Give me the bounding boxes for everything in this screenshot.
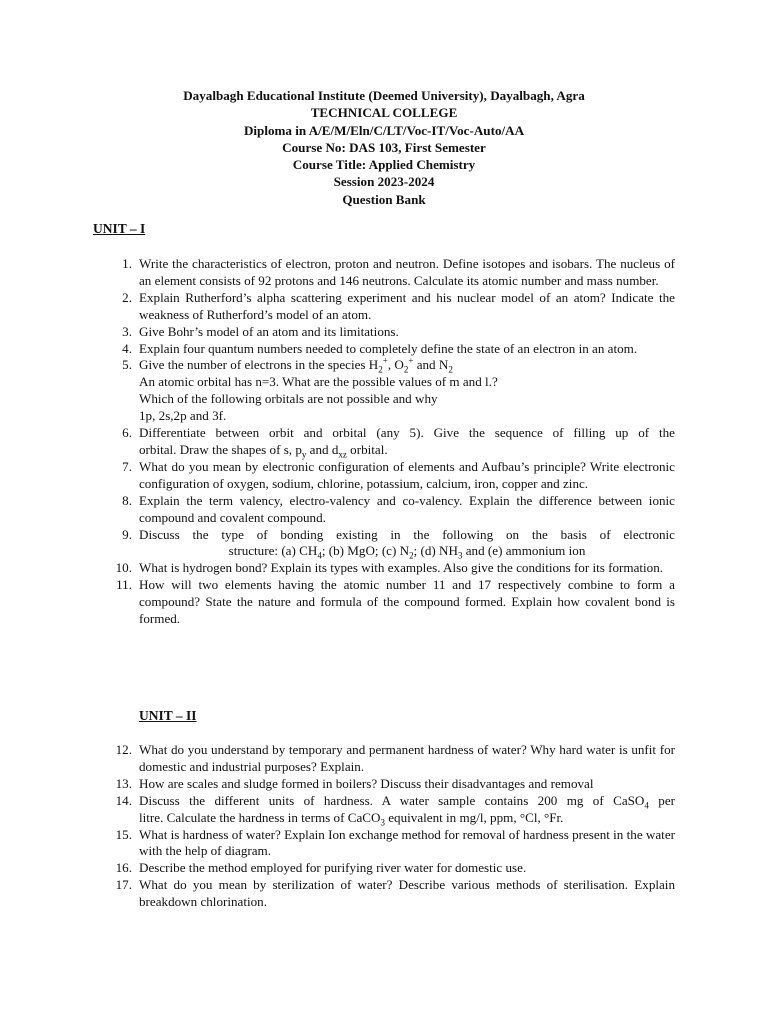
question-line: An atomic orbital has n=3. What are the possible values of m and l.? — [139, 374, 498, 390]
text-run: and (e) ammonium ion — [462, 543, 586, 559]
text-run: Give the number of electrons in the species H — [139, 357, 379, 373]
question-line: Which of the following orbitals are not possible and why — [139, 391, 438, 407]
question-number: 3. — [122, 323, 132, 339]
question-number: 17. — [115, 877, 132, 893]
unit-1-heading: UNIT – I — [93, 221, 146, 236]
question-text: Describe the method employed for purifying river water for domestic use. — [139, 860, 527, 876]
question-text — [139, 793, 675, 827]
subscript: 4 — [317, 551, 322, 562]
question-number: 15. — [115, 826, 132, 842]
subscript: 2 — [378, 365, 383, 376]
text-run: orbital. — [346, 441, 388, 457]
question-number: 8. — [122, 492, 132, 508]
question-text: What do you mean by electronic configuration of elements and Aufbau’s principle? Write electronic configuration of oxygen, sodium, chlorine, potassium, calcium, iron, copper and zinc. — [139, 458, 675, 491]
question-line: 1p, 2s,2p and 3f. — [139, 408, 227, 424]
subscript: y — [301, 449, 307, 460]
question-line — [139, 543, 675, 560]
question-8 — [112, 493, 675, 527]
document-header — [0, 87, 768, 208]
question-number: 11. — [116, 577, 132, 593]
question-5 — [112, 357, 675, 425]
question-4 — [112, 341, 675, 358]
question-12 — [112, 742, 675, 776]
question-line — [139, 810, 675, 827]
question-6 — [112, 425, 675, 459]
unit-2-heading: UNIT – II — [139, 708, 197, 723]
subscript: 2 — [409, 551, 414, 562]
question-text: Give Bohr’s model of an atom and its limitations. — [139, 323, 399, 339]
college-name: TECHNICAL COLLEGE — [310, 105, 458, 121]
session: Session 2023-2024 — [333, 174, 435, 190]
question-3 — [112, 324, 675, 341]
question-text: How are scales and sludge formed in boilers? Discuss their disadvantages and removal — [139, 775, 594, 791]
text-run: equivalent in mg/l, ppm, °Cl, °Fr. — [384, 809, 564, 825]
question-number: 1. — [122, 256, 132, 271]
question-text: Explain the term valency, electro-valency and co-valency. Explain the difference between ionic compound and covalent compound. — [139, 492, 675, 525]
question-text: What do you understand by temporary and permanent hardness of water? Why hard water is unfit for domestic and industrial purposes? Explain. — [139, 742, 675, 774]
superscript: + — [382, 356, 388, 367]
question-text: How will two elements having the atomic number 11 and 17 respectively combine to form a compound? State the nature and formula of the compound formed. Explain how covalent bond is formed. — [139, 577, 675, 627]
text-run: ; (b) MgO; (c) N — [321, 543, 410, 559]
subscript: 2 — [403, 365, 409, 376]
question-text: Explain Rutherford’s alpha scattering experiment and his nuclear model of an atom? Indicate the weakness of Rutherford’s model of an atom. — [139, 289, 675, 322]
text-run: Discuss the different units of hardness. A water sample contains 200 mg of CaSO — [139, 792, 645, 808]
question-number: 7. — [122, 458, 132, 474]
question-line — [139, 357, 675, 374]
question-text: Explain four quantum numbers needed to completely define the state of an electron in an atom. — [139, 340, 638, 356]
question-15 — [112, 827, 675, 861]
document-type: Question Bank — [342, 191, 426, 207]
subscript: 3 — [457, 551, 463, 562]
question-number: 4. — [122, 340, 132, 356]
question-number: 5. — [122, 357, 132, 373]
question-number: 6. — [122, 425, 132, 441]
text-run: ; (d) NH — [413, 543, 458, 559]
institute-name: Dayalbagh Educational Institute (Deemed University), Dayalbagh, Agra — [183, 88, 585, 103]
unit-2-question-list — [112, 742, 675, 911]
question-text — [139, 527, 675, 561]
question-text — [139, 425, 675, 459]
question-text: What do you mean by sterilization of water? Describe various methods of sterilisation. Explain breakdown chlorination. — [139, 877, 675, 910]
subscript: xz — [338, 449, 347, 460]
question-9 — [112, 527, 675, 561]
superscript: + — [408, 356, 414, 367]
text-run: per — [648, 792, 675, 808]
question-13 — [112, 776, 675, 793]
text-run: structure: (a) CH — [228, 543, 318, 559]
question-1 — [112, 256, 675, 290]
question-number: 16. — [115, 860, 132, 876]
text-run: and N — [413, 357, 449, 373]
question-line — [139, 442, 675, 459]
question-text: What is hydrogen bond? Explain its types with examples. Also give the conditions for its formation. — [139, 560, 664, 576]
question-number: 10. — [115, 560, 132, 576]
question-line: Discuss the type of bonding existing in the following on the basis of electronic — [139, 526, 675, 542]
unit-1-question-list — [112, 256, 675, 628]
course-title: Course Title: Applied Chemistry — [292, 157, 476, 173]
question-7 — [112, 459, 675, 493]
question-number: 13. — [115, 775, 132, 791]
question-number: 9. — [122, 526, 132, 542]
text-run: orbital. Draw the shapes of s, p — [139, 441, 302, 457]
question-16 — [112, 860, 675, 877]
question-line: Differentiate between orbit and orbital (any 5). Give the sequence of filling up of the — [139, 425, 675, 441]
question-text — [139, 357, 675, 425]
question-2 — [112, 290, 675, 324]
question-number: 14. — [115, 792, 132, 808]
subscript: 2 — [448, 365, 453, 376]
diploma-line: Diploma in A/E/M/Eln/C/LT/Voc-IT/Voc-Auto/AA — [243, 122, 525, 138]
text-run: litre. Calculate the hardness in terms of CaCO — [139, 809, 381, 825]
question-number: 12. — [115, 742, 132, 757]
text-run: and d — [306, 441, 339, 457]
question-line — [139, 793, 675, 810]
subscript: 3 — [380, 817, 385, 828]
question-text: Write the characteristics of electron, proton and neutron. Define isotopes and isobars. The nucleus of an element consists of 92 protons and 146 neutrons. Calculate its atomic number and mass number. — [139, 256, 675, 288]
question-text: What is hardness of water? Explain Ion exchange method for removal of hardness present in the water with the help of diagram. — [139, 826, 675, 859]
question-14 — [112, 793, 675, 827]
question-10 — [112, 560, 675, 577]
question-number: 2. — [122, 289, 132, 305]
subscript: 4 — [644, 800, 649, 811]
question-11 — [112, 577, 675, 628]
text-run: , O — [387, 357, 404, 373]
course-number: Course No: DAS 103, First Semester — [282, 139, 486, 155]
question-17 — [112, 877, 675, 911]
